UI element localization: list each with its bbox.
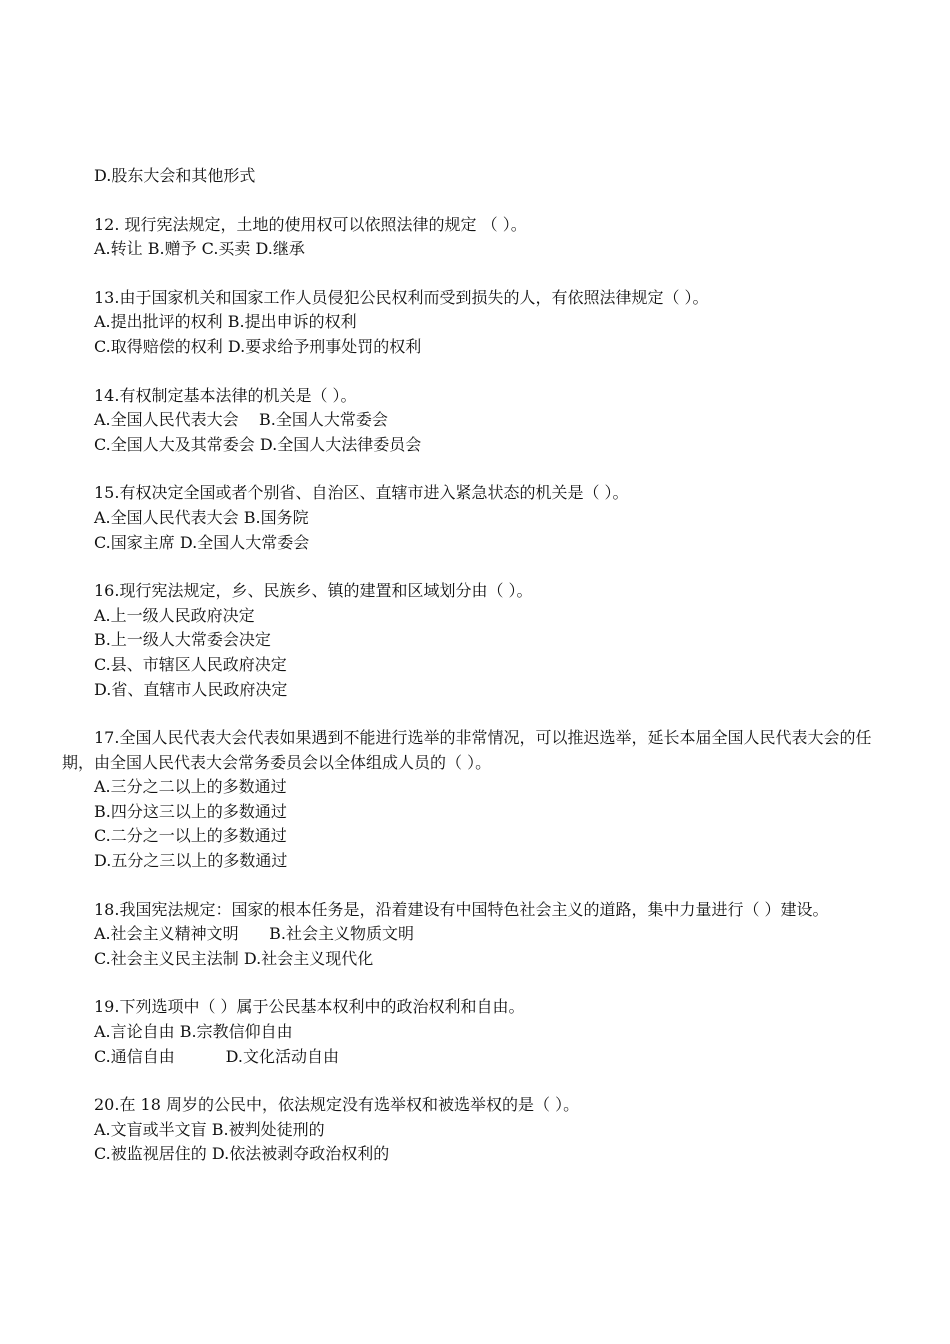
option-line: A.全国人民代表大会 B.国务院 bbox=[94, 507, 309, 527]
question-stem: 18.我国宪法规定：国家的根本任务是，沿着建设有中国特色社会主义的道路，集中力量进行（ ）建设。 bbox=[94, 899, 829, 919]
question-stem: 13.由于国家机关和国家工作人员侵犯公民权利而受到损失的人，有依照法律规定（ ）。 bbox=[94, 287, 709, 307]
option-line: A.社会主义精神文明 B.社会主义物质文明 bbox=[94, 924, 415, 944]
option-line: C.被监视居住的 D.依法被剥夺政治权利的 bbox=[94, 1144, 390, 1164]
option-line: A.转让 B.赠予 C.买卖 D.继承 bbox=[94, 239, 305, 259]
question-stem: 16.现行宪法规定，乡、民族乡、镇的建置和区域划分由（ ）。 bbox=[94, 581, 533, 601]
option-line: B.四分这三以上的多数通过 bbox=[94, 801, 287, 821]
question-stem: 20.在 18 周岁的公民中，依法规定没有选举权和被选举权的是（ ）。 bbox=[94, 1095, 580, 1115]
question-stem: 12. 现行宪法规定，土地的使用权可以依照法律的规定 （ ）。 bbox=[94, 214, 527, 234]
question-stem: 15.有权决定全国或者个别省、自治区、直辖市进入紧急状态的机关是（ ）。 bbox=[94, 483, 629, 503]
question-stem: 14.有权制定基本法律的机关是（ ）。 bbox=[94, 385, 357, 405]
option-line: D.股东大会和其他形式 bbox=[94, 166, 256, 185]
option-line: B.上一级人大常委会决定 bbox=[94, 630, 271, 650]
question-list bbox=[62, 164, 894, 1167]
question-stem: 19.下列选项中（ ）属于公民基本权利中的政治权利和自由。 bbox=[94, 997, 525, 1017]
option-line: C.取得赔偿的权利 D.要求给予刑事处罚的权利 bbox=[94, 336, 422, 356]
option-line: D.省、直辖市人民政府决定 bbox=[94, 679, 288, 699]
option-line: A.上一级人民政府决定 bbox=[94, 605, 255, 625]
question-stem: 17.全国人民代表大会代表如果遇到不能进行选举的非常情况，可以推迟选举，延长本届全国人民代表大会的任期，由全国人民代表大会常务委员会以全体组成人员的（ ）。 bbox=[62, 728, 872, 772]
option-line: C.国家主席 D.全国人大常委会 bbox=[94, 532, 310, 552]
option-line: A.全国人民代表大会 B.全国人大常委会 bbox=[94, 410, 388, 430]
option-line: A.言论自由 B.宗教信仰自由 bbox=[94, 1022, 293, 1042]
option-line: A.三分之二以上的多数通过 bbox=[94, 777, 287, 797]
option-line: C.全国人大及其常委会 D.全国人大法律委员会 bbox=[94, 434, 422, 454]
option-line: C.通信自由 D.文化活动自由 bbox=[94, 1046, 339, 1066]
option-line: C.二分之一以上的多数通过 bbox=[94, 826, 287, 846]
option-line: A.文盲或半文盲 B.被判处徒刑的 bbox=[94, 1119, 325, 1139]
option-line: A.提出批评的权利 B.提出申诉的权利 bbox=[94, 312, 357, 332]
option-line: D.五分之三以上的多数通过 bbox=[94, 851, 288, 871]
option-line: C.县、市辖区人民政府决定 bbox=[94, 654, 287, 674]
option-line: C.社会主义民主法制 D.社会主义现代化 bbox=[94, 948, 374, 968]
